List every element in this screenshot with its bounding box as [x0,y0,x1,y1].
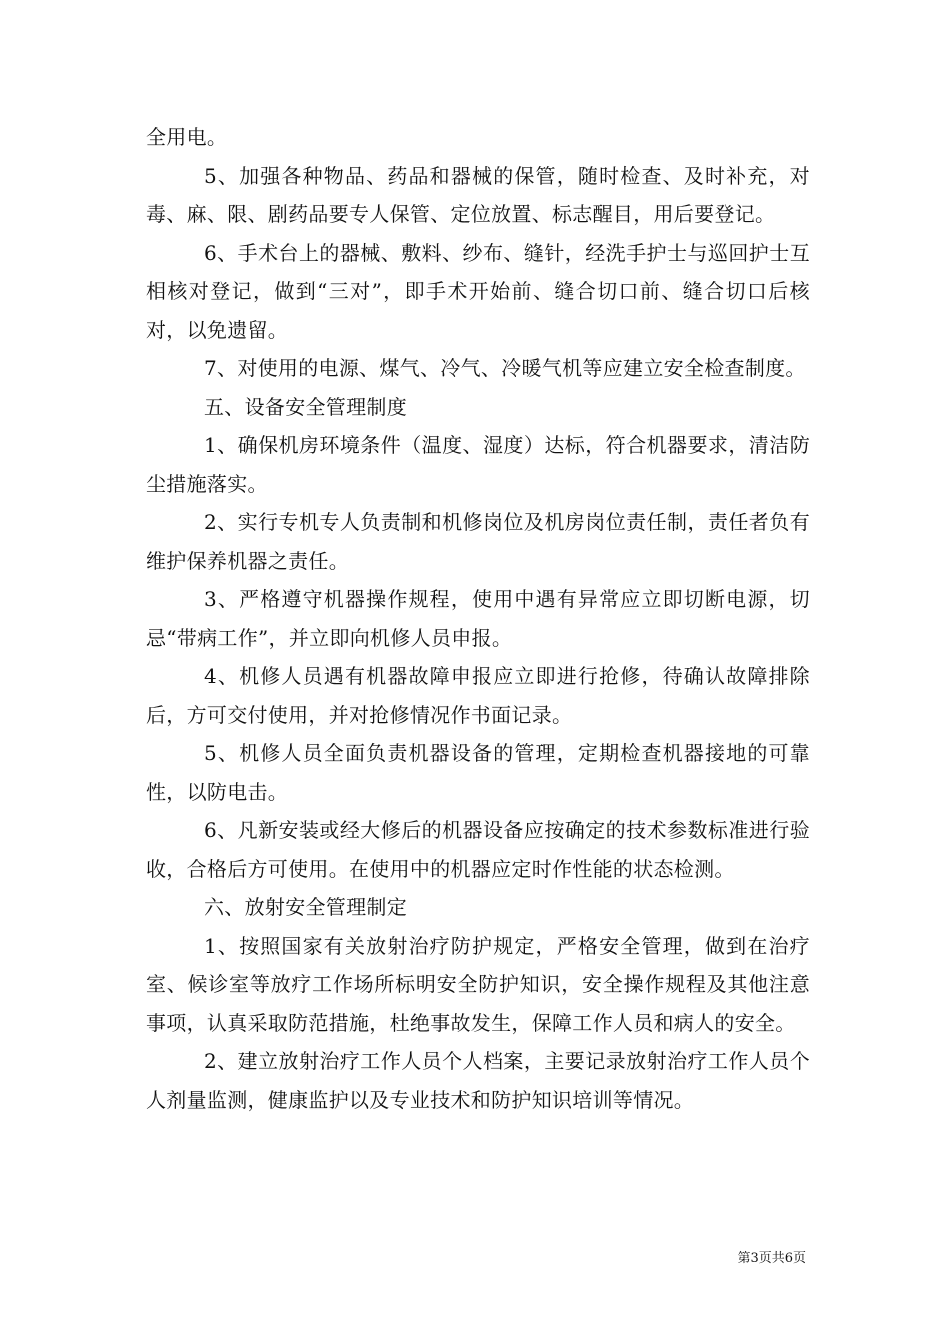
paragraph-2: 6、手术台上的器械、敷料、纱布、缝针，经洗手护士与巡回护士互相核对登记，做到“三对”，即手术开始前、缝合切口前、缝合切口后核对，以免遗留。 [146,240,810,342]
paragraph-8: 4、机修人员遇有机器故障申报应立即进行抢修，待确认故障排除后，方可交付使用，并对抢修情况作书面记录。 [146,664,810,727]
paragraph-7: 3、严格遵守机器操作规程，使用中遇有异常应立即切断电源，切忌“带病工作”，并立即向机修人员申报。 [146,587,810,650]
document-body [146,118,810,1119]
paragraph-10: 6、凡新安装或经大修后的机器设备应按确定的技术参数标准进行验收，合格后方可使用。在使用中的机器应定时作性能的状态检测。 [146,818,810,881]
paragraph-3: 7、对使用的电源、煤气、冷气、冷暖气机等应建立安全检查制度。 [204,356,806,380]
paragraph-1: 5、加强各种物品、药品和器械的保管，随时检查、及时补充，对毒、麻、限、剧药品要专人保管、定位放置、标志醒目，用后要登记。 [146,163,810,226]
paragraph-13: 2、建立放射治疗工作人员个人档案，主要记录放射治疗工作人员个人剂量监测，健康监护以及专业技术和防护知识培训等情况。 [146,1049,810,1112]
section-heading-5: 五、设备安全管理制度 [204,394,407,419]
paragraph-12: 1、按照国家有关放射治疗防护规定，严格安全管理，做到在治疗室、候诊室等放疗工作场所标明安全防护知识，安全操作规程及其他注意事项，认真采取防范措施，杜绝事故发生，保障工作人员和病人的安全。 [146,933,810,1035]
page-number: 第3页共6页 [737,1251,806,1266]
paragraph-5: 1、确保机房环境条件（温度、湿度）达标，符合机器要求，清洁防尘措施落实。 [146,433,810,496]
paragraph-6: 2、实行专机专人负责制和机修岗位及机房岗位责任制，责任者负有维护保养机器之责任。 [146,510,810,573]
paragraph-0: 全用电。 [146,125,228,149]
section-heading-6: 六、放射安全管理制定 [204,895,407,919]
paragraph-9: 5、机修人员全面负责机器设备的管理，定期检查机器接地的可靠性，以防电击。 [146,741,810,804]
